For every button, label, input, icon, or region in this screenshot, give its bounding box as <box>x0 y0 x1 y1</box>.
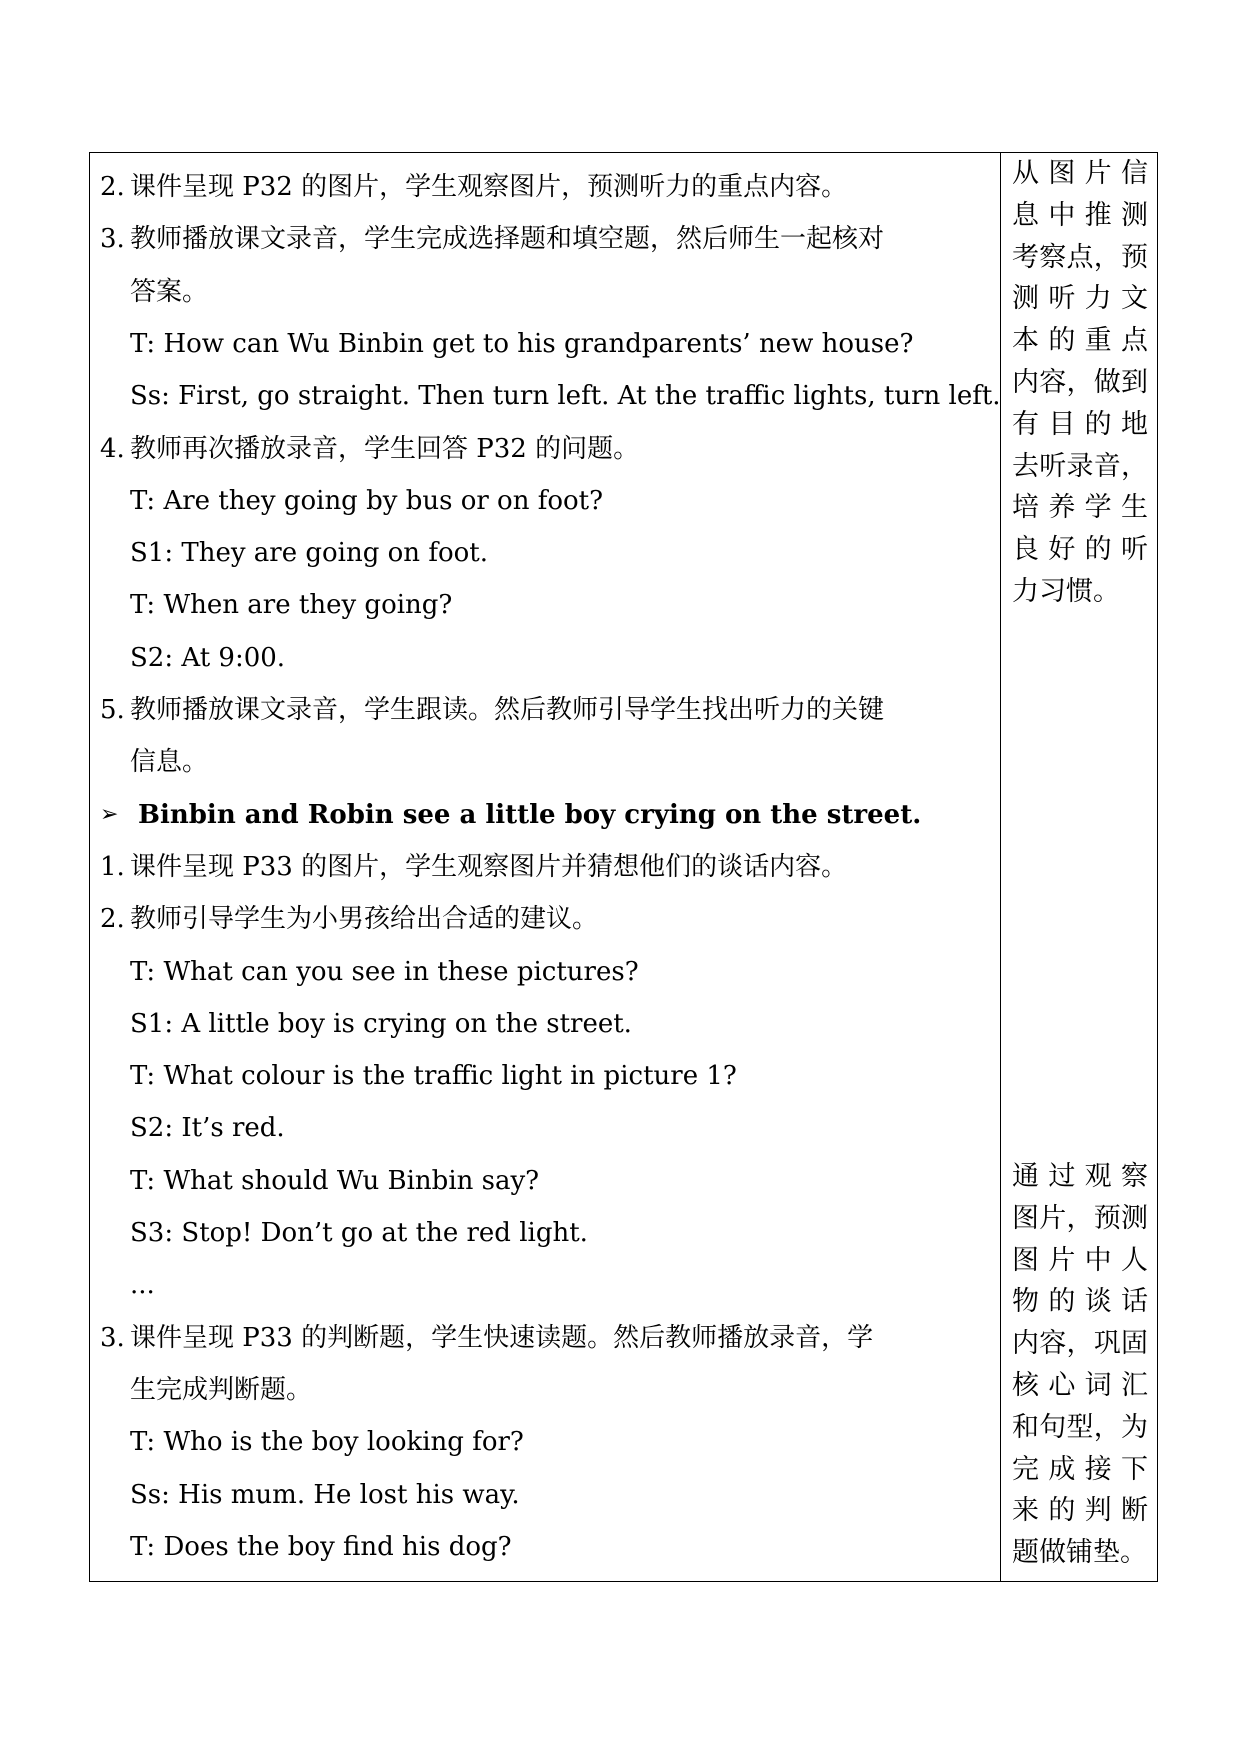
procedure-text: Ss: First, go straight. Then turn left. At the traffic lights, turn left. <box>130 381 1001 412</box>
procedure-line <box>90 946 990 998</box>
design-note-line: 培养学生 <box>1012 492 1148 524</box>
design-note-line: 和句型，为 <box>1012 1411 1148 1443</box>
step-number: 2. <box>100 904 125 935</box>
design-note-line: 息中推测 <box>1012 199 1148 231</box>
design-note-line: 本的重点 <box>1012 325 1148 357</box>
procedure-text: 课件呈现 P33 的判断题，学生快速读题。然后教师播放录音，学 <box>130 1322 874 1353</box>
procedure-text: ... <box>130 1270 155 1301</box>
procedure-text: T: Does the boy find his dog? <box>130 1531 512 1562</box>
arrow-bullet-icon: ➢ <box>100 801 119 827</box>
design-note-line: 内容，巩固 <box>1012 1328 1148 1360</box>
procedure-line <box>90 1259 990 1311</box>
procedure-line <box>90 1155 990 1207</box>
procedure-line <box>90 1050 990 1102</box>
procedure-line <box>90 423 990 475</box>
design-note-line: 内容，做到 <box>1012 367 1148 398</box>
procedure-text: Ss: His mum. He lost his way. <box>130 1479 520 1510</box>
design-note-line: 图片，预测 <box>1012 1202 1148 1234</box>
procedure-line <box>90 684 990 736</box>
procedure-text: Binbin and Robin see a little boy crying on the street. <box>138 799 922 830</box>
step-number: 3. <box>100 224 125 255</box>
procedure-line <box>90 1521 990 1573</box>
procedure-line <box>90 841 990 893</box>
design-note-line: 良好的听 <box>1012 534 1148 566</box>
procedure-line <box>90 1312 990 1364</box>
procedure-text: 教师引导学生为小男孩给出合适的建议。 <box>130 904 599 935</box>
procedure-line <box>90 1469 990 1521</box>
step-number: 1. <box>100 851 125 882</box>
procedure-text: T: When are they going? <box>130 590 453 621</box>
procedure-line <box>90 1102 990 1154</box>
procedure-text: T: What can you see in these pictures? <box>130 956 639 987</box>
procedure-text: T: How can Wu Binbin get to his grandparents’ new house? <box>130 328 914 359</box>
procedure-text: T: What should Wu Binbin say? <box>130 1165 540 1196</box>
design-note-line: 有目的地 <box>1012 408 1148 440</box>
column-divider <box>1000 153 1001 1581</box>
procedure-line <box>90 1416 990 1468</box>
procedure-text: 教师播放课文录音，学生完成选择题和填空题，然后师生一起核对 <box>130 224 885 255</box>
procedure-line <box>90 213 990 265</box>
procedure-text: T: Are they going by bus or on foot? <box>130 485 604 516</box>
procedure-text: S1: They are going on foot. <box>130 538 488 569</box>
procedure-text: S2: It’s red. <box>130 1113 285 1144</box>
procedure-text: 教师播放课文录音，学生跟读。然后教师引导学生找出听力的关键 <box>130 695 885 725</box>
procedure-text: S1: A little boy is crying on the street. <box>130 1008 632 1039</box>
procedure-text: 课件呈现 P32 的图片，学生观察图片，预测听力的重点内容。 <box>130 172 848 202</box>
design-note-line: 完成接下 <box>1012 1453 1148 1485</box>
design-note-line: 力习惯。 <box>1012 576 1120 607</box>
procedure-line <box>90 527 990 579</box>
procedure-line <box>90 736 990 788</box>
design-note-line: 题做铺垫。 <box>1012 1537 1147 1569</box>
design-note-line: 从图片信 <box>1012 158 1148 189</box>
procedure-line <box>90 266 990 318</box>
step-number: 5. <box>100 695 125 725</box>
procedure-line <box>90 579 990 631</box>
procedure-text: 信息。 <box>130 747 209 778</box>
procedure-line <box>90 161 990 213</box>
step-number: 3. <box>100 1322 125 1353</box>
procedure-text: 教师再次播放录音，学生回答 P32 的问题。 <box>130 433 640 464</box>
design-note-line: 物的谈话 <box>1012 1286 1148 1318</box>
procedure-text: T: Who is the boy looking for? <box>130 1427 524 1458</box>
procedure-line <box>90 632 990 684</box>
procedure-text: 答案。 <box>130 276 209 307</box>
procedure-line <box>90 318 990 370</box>
design-note-line: 去听录音， <box>1012 450 1148 482</box>
step-number: 2. <box>100 172 125 202</box>
procedure-text: 生完成判断题。 <box>130 1374 313 1405</box>
design-note-line: 测听力文 <box>1012 283 1148 315</box>
lesson-table <box>89 152 1158 1582</box>
design-note-line: 图片中人 <box>1012 1244 1148 1276</box>
procedure-line <box>90 893 990 945</box>
procedure-text: S2: At 9:00. <box>130 642 286 673</box>
step-number: 4. <box>100 433 125 464</box>
procedure-line <box>90 1364 990 1416</box>
design-note-line: 考察点，预 <box>1012 241 1148 273</box>
procedure-text: T: What colour is the traffic light in picture 1? <box>130 1061 737 1092</box>
design-note-line: 来的判断 <box>1012 1495 1148 1527</box>
procedure-text: S3: Stop! Don’t go at the red light. <box>130 1218 588 1248</box>
procedure-line <box>90 998 990 1050</box>
design-note-line: 核心词汇 <box>1012 1370 1148 1401</box>
procedure-line <box>90 370 1001 422</box>
procedure-line <box>90 789 990 841</box>
procedure-text: 课件呈现 P33 的图片，学生观察图片并猜想他们的谈话内容。 <box>130 851 848 882</box>
design-note-line: 通过观察 <box>1012 1161 1148 1192</box>
procedure-line <box>90 1207 990 1259</box>
procedure-line <box>90 475 990 527</box>
